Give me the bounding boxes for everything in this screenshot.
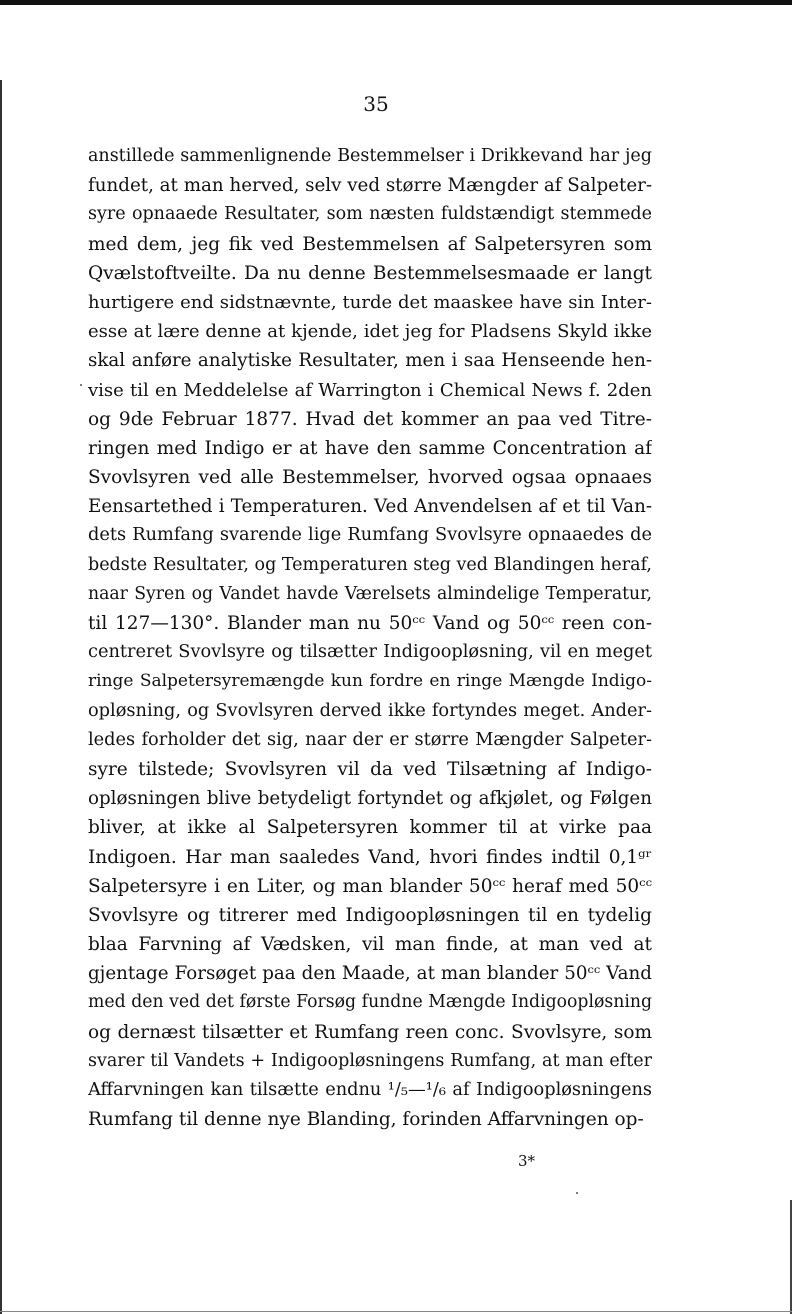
text-line: Salpetersyre i en Liter, og man blander 50ᶜᶜ heraf med 50ᶜᶜ	[88, 875, 652, 897]
text-line: vise til en Meddelelse af Warrington i Chemical News f. 2den	[88, 379, 652, 401]
text-line: opløsningen blive betydeligt fortyndet og afkjølet, og Følgen	[88, 788, 652, 810]
text-line: og 9de Februar 1877. Hvad det kommer an paa ved Titre-	[88, 408, 652, 430]
text-line: bedste Resultater, og Temperaturen steg ved Blandingen heraf,	[88, 554, 652, 575]
text-line: syre tilstede; Svovlsyren vil da ved Tilsætning af Indigo-	[88, 758, 652, 780]
print-speck	[576, 1192, 578, 1194]
bottom-edge-line	[0, 1311, 792, 1312]
print-speck	[80, 384, 82, 386]
text-line: med dem, jeg fik ved Bestemmelsen af Salpetersyren som	[88, 233, 652, 255]
text-line: svarer til Vandets + Indigoopløsningens Rumfang, at man efter	[88, 1050, 652, 1071]
text-line: bliver, at ikke al Salpetersyren kommer til at virke paa	[88, 817, 652, 839]
page-number: 35	[363, 92, 389, 116]
body-text	[88, 142, 652, 1134]
text-line: ringe Salpetersyremængde kun fordre en ringe Mængde Indigo-	[88, 671, 652, 692]
text-line: Svovlsyren ved alle Bestemmelser, hvorved ogsaa opnaaes	[88, 467, 652, 489]
text-line: Rumfang til denne nye Blanding, forinden Affarvningen op-	[88, 1109, 644, 1131]
text-line: opløsning, og Svovlsyren derved ikke fortyndes meget. Ander-	[88, 700, 652, 721]
text-line: gjentage Forsøget paa den Maade, at man blander 50ᶜᶜ Vand	[88, 963, 652, 985]
signature-mark: 3*	[518, 1152, 536, 1170]
text-line: centreret Svovlsyre og tilsætter Indigoopløsning, vil en meget	[88, 642, 652, 663]
text-line: Affarvningen kan tilsætte endnu ¹/₅—¹/₆ af Indigoopløsningens	[88, 1080, 652, 1100]
text-line: Eensartethed i Temperaturen. Ved Anvendelsen af et til Van-	[88, 496, 652, 518]
top-border	[0, 0, 792, 5]
text-line: skal anføre analytiske Resultater, men i saa Henseende hen-	[88, 350, 652, 372]
text-line: dets Rumfang svarende lige Rumfang Svovlsyre opnaaedes de	[88, 525, 652, 546]
text-line: Svovlsyre og titrerer med Indigoopløsningen til en tydelig	[88, 904, 652, 926]
text-line: og dernæst tilsætter et Rumfang reen conc. Svovlsyre, som	[88, 1021, 652, 1043]
text-line: anstillede sammenlignende Bestemmelser i Drikkevand har jeg	[88, 146, 652, 166]
text-line: Qvælstoftveilte. Da nu denne Bestemmelsesmaade er langt	[88, 262, 652, 284]
text-line: ringen med Indigo er at have den samme Concentration af	[88, 437, 652, 459]
text-line: Indigoen. Har man saaledes Vand, hvori findes indtil 0,1ᵍʳ	[88, 846, 652, 868]
text-line: hurtigere end sidstnævnte, turde det maaskee have sin Inter-	[88, 291, 652, 313]
text-line: ledes forholder det sig, naar der er større Mængder Salpeter-	[88, 729, 652, 750]
text-line: blaa Farvning af Vædsken, vil man finde, at man ved at	[88, 934, 652, 956]
left-edge-shadow	[0, 80, 2, 1314]
text-line: fundet, at man herved, selv ved større Mængder af Salpeter-	[88, 175, 652, 197]
text-line: syre opnaaede Resultater, som næsten fuldstændigt stemmede	[88, 204, 652, 225]
text-line: naar Syren og Vandet havde Værelsets almindelige Temperatur,	[88, 583, 652, 604]
text-line: med den ved det første Forsøg fundne Mængde Indigoopløsning	[88, 992, 652, 1013]
text-line: til 127—130°. Blander man nu 50ᶜᶜ Vand og 50ᶜᶜ reen con-	[88, 613, 652, 634]
text-line: esse at lære denne at kjende, idet jeg for Pladsens Skyld ikke	[88, 321, 652, 343]
